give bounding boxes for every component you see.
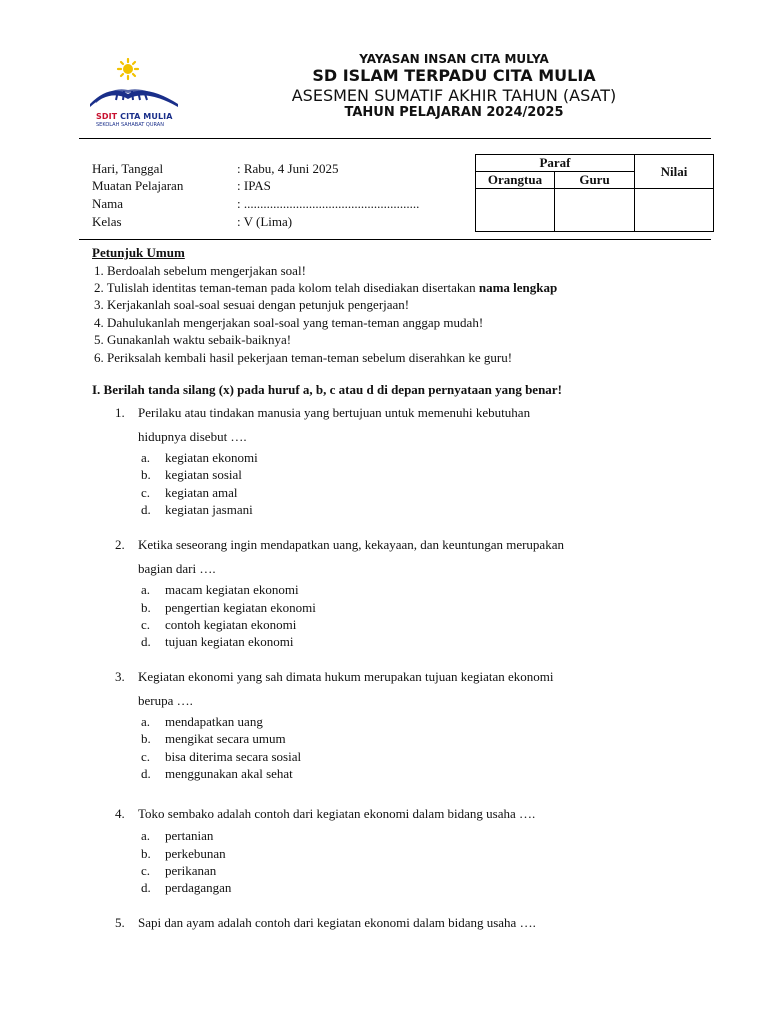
question-number: 3. xyxy=(115,669,125,684)
instruction-item: 6. Periksalah kembali hasil pekerjaan teman-teman sebelum diserahkan ke guru! xyxy=(94,350,513,365)
exam-title: ASESMEN SUMATIF AKHIR TAHUN (ASAT) xyxy=(291,86,617,105)
option-letter[interactable]: a. xyxy=(141,450,151,465)
instructions-title: Petunjuk Umum xyxy=(92,245,185,260)
question-text: hidupnya disebut …. xyxy=(138,429,247,444)
nilai-score-cell xyxy=(635,189,714,232)
option-letter[interactable]: b. xyxy=(141,467,151,482)
question-text: bagian dari …. xyxy=(138,561,216,576)
nilai-header: Nilai xyxy=(635,155,714,189)
open-book-icon xyxy=(90,89,178,107)
question-text: berupa …. xyxy=(138,693,193,708)
identity-label-date: Hari, Tanggal xyxy=(92,161,164,176)
question-number: 4. xyxy=(115,806,125,821)
option-letter[interactable]: c. xyxy=(141,617,151,632)
guru-header: Guru xyxy=(555,172,635,189)
option-letter[interactable]: c. xyxy=(141,749,151,764)
option-letter[interactable]: d. xyxy=(141,502,151,517)
identity-divider xyxy=(79,239,711,240)
foundation-name: YAYASAN INSAN CITA MULYA xyxy=(359,52,549,66)
option-text: contoh kegiatan ekonomi xyxy=(165,617,297,632)
option-text: perkebunan xyxy=(165,846,226,861)
option-text: perdagangan xyxy=(165,880,232,895)
option-letter[interactable]: b. xyxy=(141,731,151,746)
question-number: 1. xyxy=(115,405,125,420)
section-title: I. Berilah tanda silang (x) pada huruf a, b, c atau d di depan pernyataan yang benar! xyxy=(92,382,562,397)
option-text: perikanan xyxy=(165,863,217,878)
option-text: pertanian xyxy=(165,828,214,843)
instruction-item: 3. Kerjakanlah soal-soal sesuai dengan petunjuk pengerjaan! xyxy=(94,297,410,312)
option-letter[interactable]: c. xyxy=(141,863,151,878)
option-letter[interactable]: d. xyxy=(141,766,151,781)
question-text: Toko sembako adalah contoh dari kegiatan ekonomi dalam bidang usaha …. xyxy=(138,806,536,821)
question-number: 2. xyxy=(115,537,125,552)
identity-name-blank: : ...................................................... xyxy=(237,196,420,211)
identity-label-subject: Muatan Pelajaran xyxy=(92,178,184,193)
question-number: 5. xyxy=(115,915,125,930)
option-text: kegiatan jasmani xyxy=(165,502,253,517)
option-letter[interactable]: d. xyxy=(141,880,151,895)
star-icon xyxy=(118,59,138,79)
instruction-item: 1. Berdoalah sebelum mengerjakan soal! xyxy=(94,263,306,278)
paraf-header: Paraf xyxy=(476,155,635,172)
orangtua-signature-cell xyxy=(476,189,555,232)
option-letter[interactable]: a. xyxy=(141,828,151,843)
instruction-item: 5. Gunakanlah waktu sebaik-baiknya! xyxy=(94,332,292,347)
identity-value-subject: : IPAS xyxy=(237,178,271,193)
option-letter[interactable]: c. xyxy=(141,485,151,500)
option-letter[interactable]: d. xyxy=(141,634,151,649)
question-text: Ketika seseorang ingin mendapatkan uang, kekayaan, dan keuntungan merupakan xyxy=(138,537,564,552)
option-text: mendapatkan uang xyxy=(165,714,263,729)
identity-label-name: Nama xyxy=(92,196,124,211)
identity-value-date: : Rabu, 4 Juni 2025 xyxy=(237,161,339,176)
instruction-item: 4. Dahulukanlah mengerjakan soal-soal yang teman-teman anggap mudah! xyxy=(94,315,484,330)
identity-label-class: Kelas xyxy=(92,214,122,229)
option-letter[interactable]: a. xyxy=(141,714,151,729)
option-text: tujuan kegiatan ekonomi xyxy=(165,634,294,649)
option-text: kegiatan ekonomi xyxy=(165,450,258,465)
instruction-item: 2. Tulislah identitas teman-teman pada kolom telah disediakan disertakan nama lengkap xyxy=(94,280,558,295)
question-text: Perilaku atau tindakan manusia yang bertujuan untuk memenuhi kebutuhan xyxy=(138,405,531,420)
logo-school-name: SDIT CITA MULIA xyxy=(96,112,173,121)
option-text: kegiatan sosial xyxy=(165,467,242,482)
academic-year: TAHUN PELAJARAN 2024/2025 xyxy=(344,105,564,120)
guru-signature-cell xyxy=(555,189,635,232)
option-text: kegiatan amal xyxy=(165,485,238,500)
question-text: Sapi dan ayam adalah contoh dari kegiatan ekonomi dalam bidang usaha …. xyxy=(138,915,536,930)
option-letter[interactable]: b. xyxy=(141,600,151,615)
school-name: SD ISLAM TERPADU CITA MULIA xyxy=(312,66,596,85)
header-divider xyxy=(79,138,711,139)
option-text: menggunakan akal sehat xyxy=(165,766,293,781)
orangtua-header: Orangtua xyxy=(476,172,555,189)
identity-value-class: : V (Lima) xyxy=(237,214,293,229)
logo-tagline: SEKOLAH SAHABAT QURAN xyxy=(96,122,164,128)
option-text: pengertian kegiatan ekonomi xyxy=(165,600,316,615)
option-text: macam kegiatan ekonomi xyxy=(165,582,299,597)
option-letter[interactable]: b. xyxy=(141,846,151,861)
option-text: bisa diterima secara sosial xyxy=(165,749,302,764)
option-letter[interactable]: a. xyxy=(141,582,151,597)
score-table xyxy=(475,154,714,232)
option-text: mengikat secara umum xyxy=(165,731,286,746)
question-text: Kegiatan ekonomi yang sah dimata hukum merupakan tujuan kegiatan ekonomi xyxy=(138,669,554,684)
